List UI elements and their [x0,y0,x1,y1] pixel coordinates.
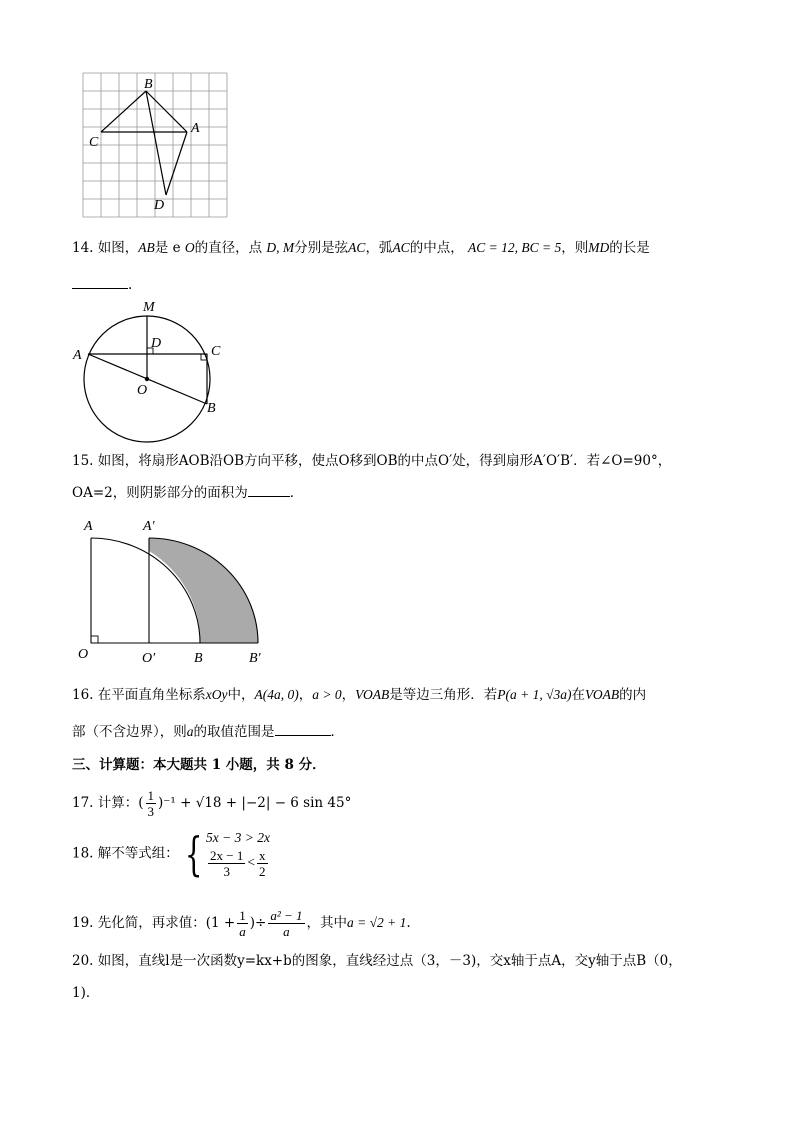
question-15-line-2: OA=2，则阴影部分的面积为 ． [72,482,303,503]
question-19: 19. 先化简，再求值：(1 + $\frac{1}{a}$ )÷ $\frac{\text{a² − 1}}{a}$ ，其中a = √2 + 1. [72,908,411,939]
label-c: C [211,344,221,359]
label-d: D [154,198,165,213]
label-a-prime: A′ [143,519,155,534]
label-m: M [143,300,155,315]
question-14-blank: . [72,274,132,295]
label-o: O [137,383,148,398]
label-a: A [73,348,82,363]
segment-bd [146,91,166,195]
label-b: B [144,77,153,92]
label-c: C [89,135,99,150]
label-d: D [151,336,162,351]
label-a: A [84,519,93,534]
shaded-region [149,538,258,643]
label-b: B [194,651,203,666]
question-18: 18. 解不等式组： { 5x − 3 > 2x $\frac{2x - 1}{3}$ < $\frac{x}{2}$ [72,826,271,881]
question-14: 14. 如图，AB是 e O的直径，点 D, M分别是弦AC，弧AC的中点， AC = 12, BC = 5，则MD的长是 [72,240,650,256]
question-16-line-2: 部（不含边界），则a的取值范围是 ． [72,721,344,742]
question-15-line-1: 15. 如图，将扇形AOB沿OB方向平移，使点O移到OB的中点O′处，得到扇形A′O′B′．若∠O=90°， [72,453,672,469]
segment-bc [101,91,146,132]
figure-14-circle [65,298,235,433]
question-20-line-2: 1)． [72,985,100,1001]
answer-blank[interactable] [248,482,290,497]
question-20-line-1: 20. 如图，直线l是一次函数y=kx+b的图象，直线经过点（3，－3)，交x轴于点A，交y轴于点B（0， [72,953,682,969]
question-17: 17. 计算：( $\frac{1}{3}$ )⁻¹ + √18 + |−2| − 6 sin 45° [72,788,352,819]
label-b-prime: B′ [249,651,261,666]
answer-blank[interactable] [275,721,331,736]
figure-15-sectors [70,512,280,672]
section-3-heading: 三、计算题：本大题共 1 小题，共 8 分． [72,757,326,773]
answer-blank[interactable] [72,274,128,289]
label-a: A [191,121,200,136]
label-o: O [78,647,89,662]
label-b: B [207,401,216,416]
segment-ad [166,132,187,195]
figure-13-grid [80,70,240,225]
label-o-prime: O′ [142,651,156,666]
question-16-line-1: 16. 在平面直角坐标系xOy中，A(4a, 0)，a > 0，VOAB是等边三角形．若P(a + 1, √3a)在VOAB的内 [72,687,647,703]
